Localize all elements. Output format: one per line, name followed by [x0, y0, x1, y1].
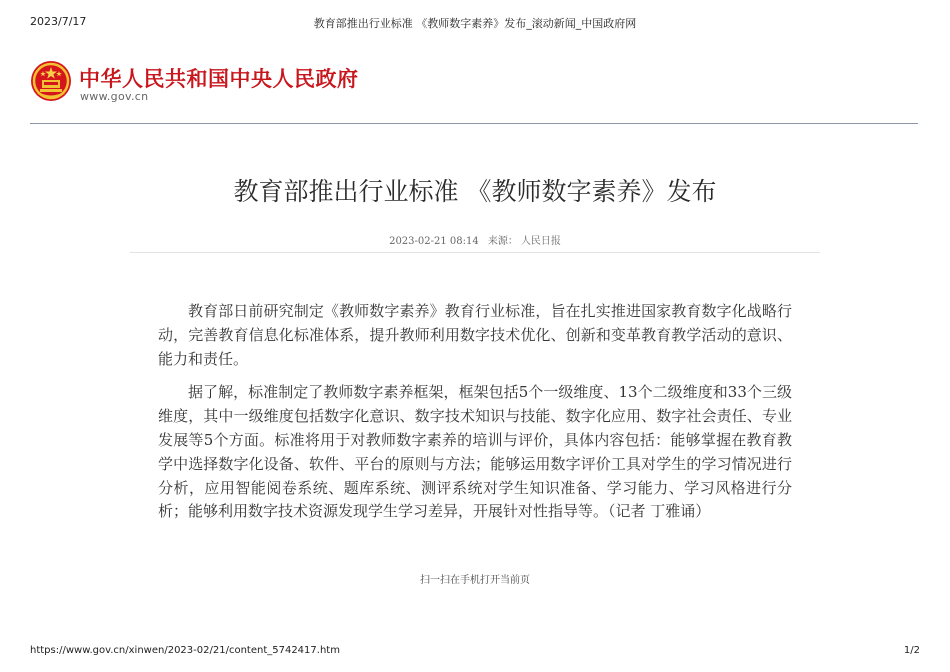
site-name: 中华人民共和国中央人民政府	[79, 67, 359, 91]
header-divider	[30, 123, 918, 124]
meta-divider	[130, 252, 820, 253]
article-meta	[0, 232, 950, 247]
site-url: www.gov.cn	[80, 90, 149, 103]
article-body	[158, 300, 792, 534]
article-paragraph: 教育部日前研究制定《教师数字素养》教育行业标准，旨在扎实推进国家教育数字化战略行动，完善教育信息化标准体系，提升教师利用数字技术优化、创新和变革教育教学活动的意识、能力和责任。	[158, 302, 792, 368]
national-emblem-icon	[30, 60, 72, 102]
article-datetime: 2023-02-21 08:14	[389, 236, 479, 247]
print-date: 2023/7/17	[30, 15, 87, 28]
print-page-title: 教育部推出行业标准 《教师数字素养》发布_滚动新闻_中国政府网	[313, 17, 637, 30]
qr-code-note: 扫一扫在手机打开当前页	[420, 575, 530, 586]
article-paragraph: 据了解，标准制定了教师数字素养框架，框架包括5个一级维度、13个二级维度和33个三级维度，其中一级维度包括数字化意识、数字技术知识与技能、数字化应用、数字社会责任、专业发展等5个方面。标准将用于对教师数字素养的培训与评价，具体内容包括：能够掌握在教育教学中选择数字化设备、软件、平台的原则与方法；能够运用数字评价工具对学生的学习情况进行分析，应用智能阅卷系统、题库系统、测评系统对学生知识准备、学习能力、学习风格进行分析；能够利用数字技术资源发现学生学习差异，开展针对性指导等。（记者 丁雅诵）	[158, 383, 792, 521]
source-label: 来源：	[487, 236, 518, 247]
article-source: 人民日报	[520, 236, 561, 247]
article-title: 教育部推出行业标准 《教师数字素养》发布	[233, 177, 717, 206]
page-number: 1/2	[903, 645, 920, 656]
print-url: https://www.gov.cn/xinwen/2023-02/21/content_5742417.htm	[30, 645, 340, 656]
